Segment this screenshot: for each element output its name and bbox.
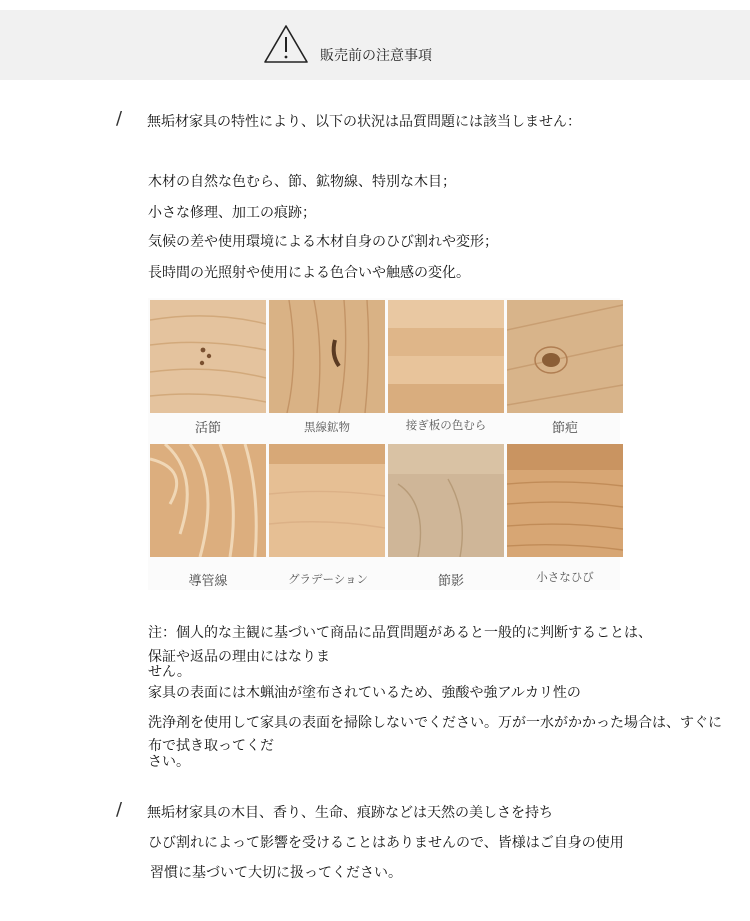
photo-caption: 黒線鉱物 xyxy=(304,420,350,434)
note-line: さい。 xyxy=(148,754,190,770)
section2-line: 無垢材家具の木目、香り、生命、痕跡などは天然の美しさを持ち xyxy=(147,805,553,821)
list-item: 木材の自然な色むら、節、鉱物線、特別な木目； xyxy=(148,174,456,190)
photo-caption: 小さなひび xyxy=(536,570,594,584)
note-line: せん。 xyxy=(148,664,191,680)
warning-triangle-icon xyxy=(263,24,309,64)
photo-caption: 節疤 xyxy=(551,421,578,436)
photo-caption: 節影 xyxy=(438,574,465,589)
note-line: 布で拭き取ってくだ xyxy=(148,738,274,754)
section2-line: 習慣に基づいて大切に扱ってください。 xyxy=(150,865,402,881)
wood-sample-image xyxy=(150,444,266,557)
note-line: 保証や返品の理由にはなりま xyxy=(148,649,330,665)
photo-caption: 活節 xyxy=(194,421,221,436)
wood-sample-grid xyxy=(148,298,620,590)
section-marker: / xyxy=(116,799,123,820)
note-line: 洗浄剤を使用して家具の表面を掃除しないでください。万が一水がかかった場合は、すぐに xyxy=(148,715,722,731)
note-line: 家具の表面には木蝋油が塗布されているため、強酸や強アルカリ性の xyxy=(148,685,581,701)
photo-caption: グラデーション xyxy=(288,572,369,586)
wood-sample-image xyxy=(150,300,266,413)
photo-caption: 導管線 xyxy=(188,574,228,589)
list-item: 小さな修理、加工の痕跡； xyxy=(148,205,316,221)
photo-caption: 接ぎ板の色むら xyxy=(405,418,487,432)
section-marker: / xyxy=(116,108,123,129)
wood-sample-image xyxy=(507,300,623,413)
list-item: 気候の差や使用環境による木材自身のひび割れや変形； xyxy=(148,234,498,250)
header-title: 販売前の注意事項 xyxy=(320,48,432,64)
wood-sample-image xyxy=(269,300,385,413)
section1-heading: 無垢材家具の特性により、以下の状況は品質問題には該当しません： xyxy=(147,114,581,130)
wood-sample-image xyxy=(269,444,385,557)
section2-line: ひび割れによって影響を受けることはありませんので、皆様はご自身の使用 xyxy=(148,835,624,851)
list-item: 長時間の光照射や使用による色合いや触感の変化。 xyxy=(148,265,470,281)
note-line: 注：個人的な主観に基づいて商品に品質問題があると一般的に判断することは、 xyxy=(148,625,652,641)
notice-header xyxy=(0,0,750,80)
wood-sample-image xyxy=(388,444,504,557)
wood-sample-image xyxy=(388,300,504,413)
wood-sample-image xyxy=(507,444,623,557)
